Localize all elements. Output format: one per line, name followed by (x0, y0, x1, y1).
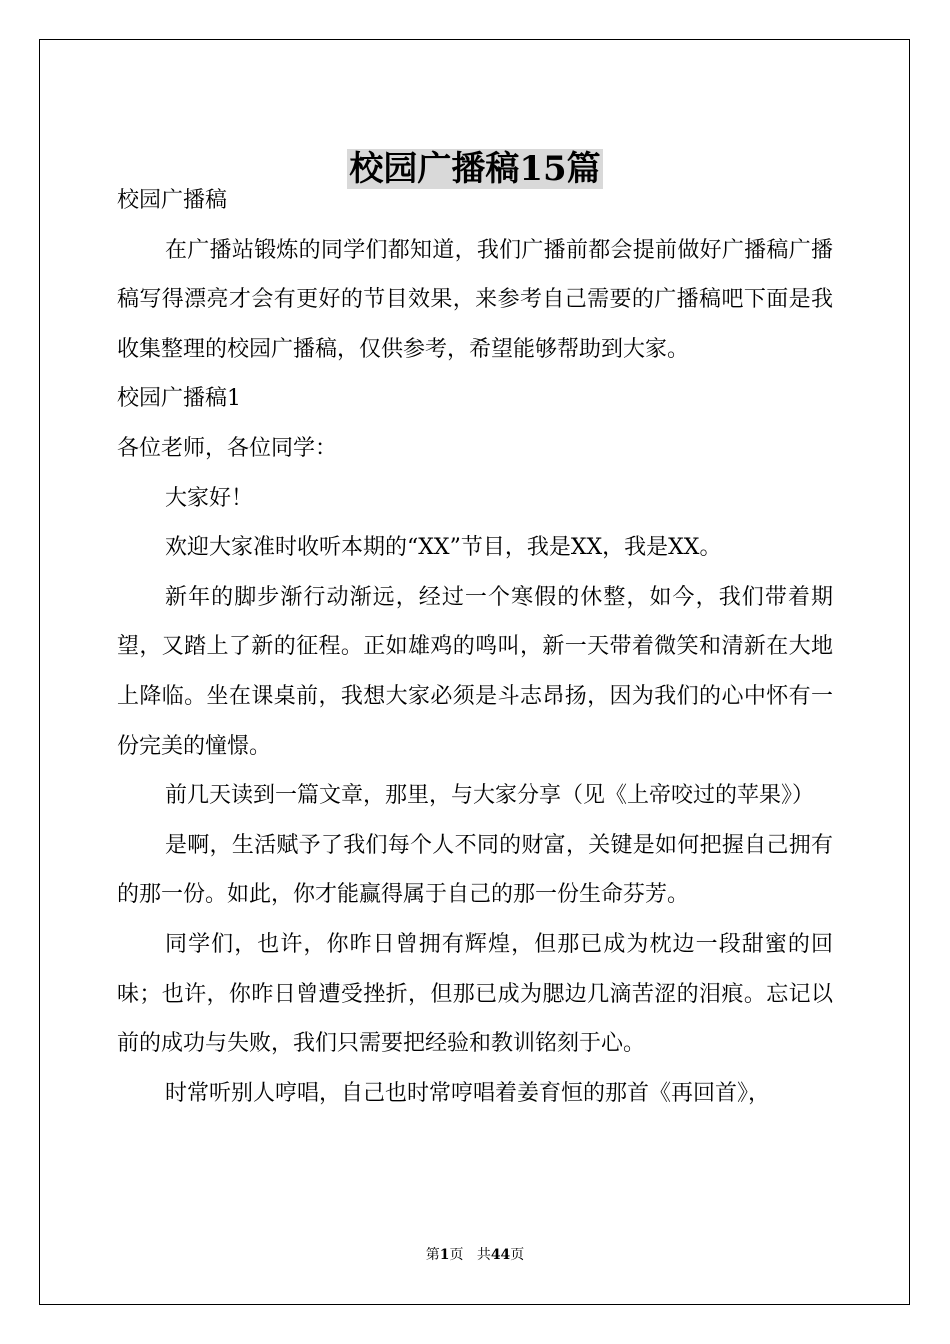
page-label-suffix: 页 (449, 1247, 464, 1263)
page-footer (0, 1245, 950, 1265)
paragraph: 前几天读到一篇文章，那里，与大家分享（见《上帝咬过的苹果》） (165, 783, 815, 809)
page-label-prefix: 第 (425, 1247, 440, 1263)
paragraph: 各位老师，各位同学： (117, 435, 338, 461)
total-pages: 44 (490, 1247, 511, 1263)
paragraph: 欢迎大家准时收听本期的“XX”节目，我是XX，我是XX。 (165, 535, 722, 561)
paragraph: 校园广播稿 (117, 188, 228, 213)
document-title-text: 校园广播稿15篇 (349, 148, 601, 189)
document-body (117, 176, 833, 1118)
paragraph: 校园广播稿1 (117, 386, 241, 412)
page-number: 1 (439, 1247, 450, 1263)
total-label-prefix: 共 (476, 1247, 491, 1263)
paragraph: 新年的脚步渐行动渐远，经过一个寒假的休整，如今，我们带着期望，又踏上了新的征程。正如雄鸡的鸣叫，新一天带着微笑和清新在大地上降临。坐在课桌前，我想大家必须是斗志昂扬，因为我们的心中怀有一份完美的憧憬。 (117, 584, 833, 759)
total-label-suffix: 页 (510, 1247, 525, 1263)
paragraph: 同学们，也许，你昨日曾拥有辉煌，但那已成为枕边一段甜蜜的回味；也许，你昨日曾遭受挫折，但那已成为腮边几滴苦涩的泪痕。忘记以前的成功与失败，我们只需要把经验和教训铭刻于心。 (117, 931, 833, 1057)
paragraph: 时常听别人哼唱，自己也时常哼唱着姜育恒的那首《再回首》， (165, 1080, 771, 1106)
paragraph: 大家好！ (165, 485, 254, 511)
paragraph: 是啊，生活赋予了我们每个人不同的财富，关键是如何把握自己拥有的那一份。如此，你才能赢得属于自己的那一份生命芬芳。 (117, 832, 833, 908)
paragraph: 在广播站锻炼的同学们都知道，我们广播前都会提前做好广播稿广播稿写得漂亮才会有更好的节目效果，来参考自己需要的广播稿吧下面是我收集整理的校园广播稿，仅供参考，希望能够帮助到大家。 (117, 237, 833, 362)
